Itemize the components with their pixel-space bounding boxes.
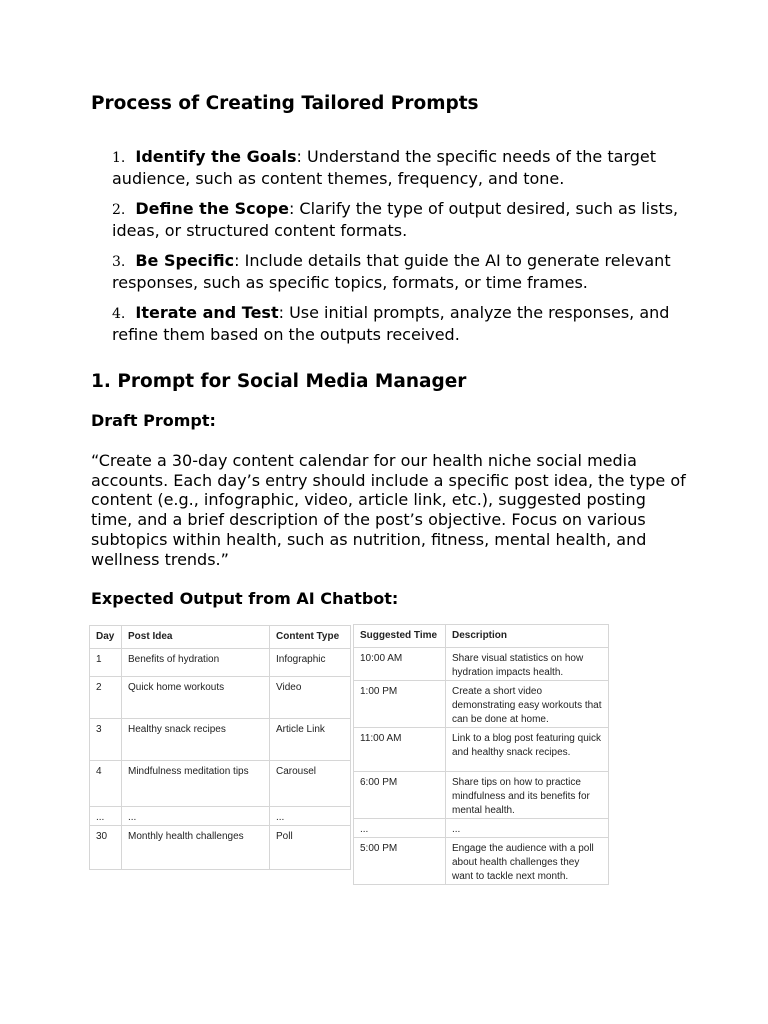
table-row	[90, 761, 351, 807]
table-cell: Create a short video demonstrating easy workouts that can be done at home.	[446, 681, 609, 728]
table-cell: Video	[270, 677, 351, 719]
table-row	[354, 681, 609, 728]
table-cell: 6:00 PM	[354, 772, 446, 819]
table-row	[90, 719, 351, 761]
step-number: 3.	[112, 254, 126, 270]
table-cell: Share tips on how to practice mindfulness and its benefits for mental health.	[446, 772, 609, 819]
step-text: : Clarify the type of output desired, such as lists, ideas, or structured content formats.	[112, 199, 679, 240]
table-cell: Article Link	[270, 719, 351, 761]
table-cell: Share visual statistics on how hydration impacts health.	[446, 648, 609, 681]
table-row	[354, 772, 609, 819]
column-header: Suggested Time	[354, 625, 446, 648]
table-cell: 5:00 PM	[354, 838, 446, 885]
column-header: Content Type	[270, 626, 351, 649]
table-header-row	[354, 625, 609, 648]
step-item	[112, 147, 692, 188]
step-text: : Include details that guide the AI to generate relevant responses, such as specific topics, formats, or time frames.	[112, 251, 671, 292]
table-cell: 10:00 AM	[354, 648, 446, 681]
table-cell: Link to a blog post featuring quick and healthy snack recipes.	[446, 728, 609, 772]
column-header: Post Idea	[122, 626, 270, 649]
column-header: Day	[90, 626, 122, 649]
draft-prompt-text: “Create a 30-day content calendar for our health niche social media accounts. Each day’s entry should include a specific post idea, the type of content (e.g., infographic, video, article link, etc.), suggested posting time, and a brief description of the post’s objective. Focus on various subtopics within health, such as nutrition, fitness, mental health, and wellness trends.”	[91, 451, 686, 569]
table-row	[90, 677, 351, 719]
table-row	[354, 728, 609, 772]
table-row	[90, 807, 351, 826]
table-cell: Poll	[270, 826, 351, 870]
table-cell: 3	[90, 719, 122, 761]
table-cell: Carousel	[270, 761, 351, 807]
step-title: Identify the Goals	[135, 147, 297, 166]
table-header-row	[90, 626, 351, 649]
step-number: 1.	[112, 150, 126, 166]
draft-prompt-label: Draft Prompt:	[91, 411, 216, 430]
table-row	[354, 648, 609, 681]
step-text: : Use initial prompts, analyze the responses, and refine them based on the outputs received.	[112, 303, 670, 344]
content-calendar-table-left	[89, 625, 351, 870]
table-row	[354, 838, 609, 885]
table-cell: 11:00 AM	[354, 728, 446, 772]
expected-output-label: Expected Output from AI Chatbot:	[91, 589, 399, 608]
table-cell: ...	[90, 807, 122, 826]
step-item	[112, 303, 692, 344]
table-row	[354, 819, 609, 838]
table-cell: Infographic	[270, 649, 351, 677]
table-cell: Quick home workouts	[122, 677, 270, 719]
table-cell: 2	[90, 677, 122, 719]
table-cell: 30	[90, 826, 122, 870]
section-heading: 1. Prompt for Social Media Manager	[91, 371, 467, 392]
table-row	[90, 649, 351, 677]
step-number: 2.	[112, 202, 126, 218]
table-cell: Engage the audience with a poll about health challenges they want to tackle next month.	[446, 838, 609, 885]
step-text: : Understand the specific needs of the target audience, such as content themes, frequency, and tone.	[112, 147, 656, 188]
step-number: 4.	[112, 306, 126, 322]
page-title: Process of Creating Tailored Prompts	[91, 93, 479, 114]
step-item	[112, 199, 692, 240]
table-cell: Benefits of hydration	[122, 649, 270, 677]
steps-list	[112, 147, 692, 355]
table-cell: ...	[270, 807, 351, 826]
table-row	[90, 826, 351, 870]
table-cell: 4	[90, 761, 122, 807]
step-title: Be Specific	[135, 251, 235, 270]
table-cell: ...	[446, 819, 609, 838]
table-cell: 1	[90, 649, 122, 677]
column-header: Description	[446, 625, 609, 648]
table-cell: Mindfulness meditation tips	[122, 761, 270, 807]
table-cell: Monthly health challenges	[122, 826, 270, 870]
step-title: Define the Scope	[135, 199, 289, 218]
step-item	[112, 251, 692, 292]
table-cell: ...	[122, 807, 270, 826]
step-title: Iterate and Test	[135, 303, 279, 322]
content-calendar-table-right	[353, 624, 609, 885]
table-cell: ...	[354, 819, 446, 838]
table-cell: Healthy snack recipes	[122, 719, 270, 761]
table-cell: 1:00 PM	[354, 681, 446, 728]
